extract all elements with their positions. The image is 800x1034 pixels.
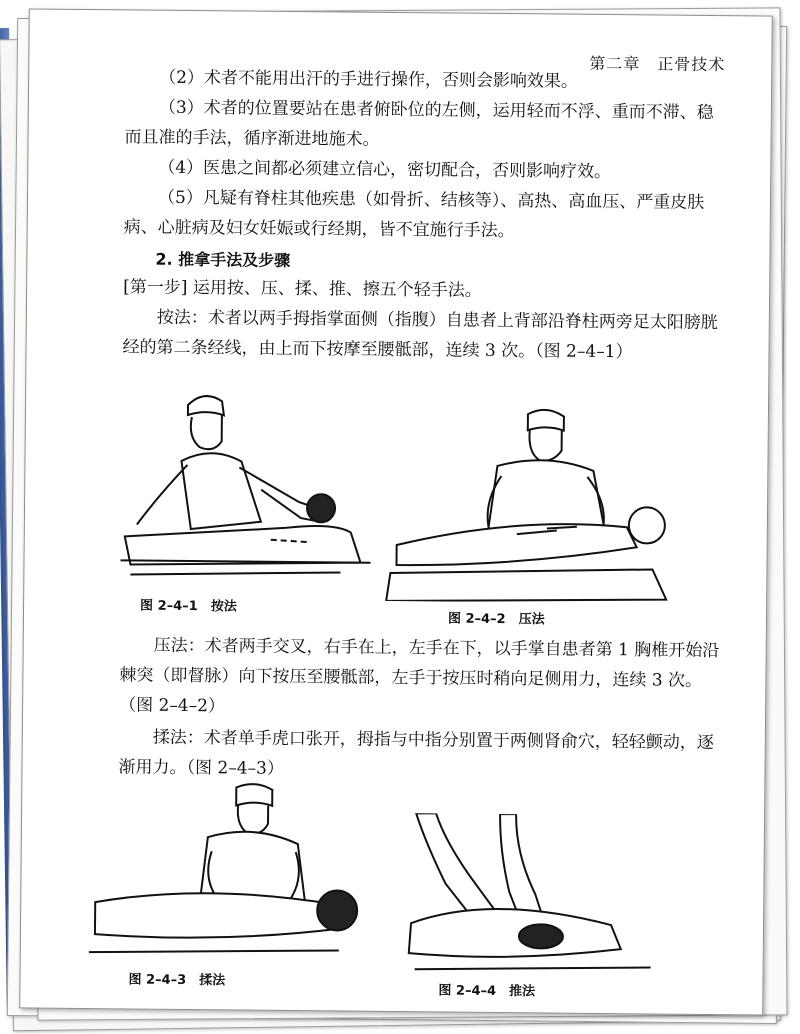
yafa-text: 压法：术者两手交叉，右手在上，左手在下，以手掌自患者第 1 胸椎开始沿棘突（即督脉）向下按压至腰骶部，左手于按压时稍向足侧用力，连续 3 次。（图 2–4–2） xyxy=(119,635,720,717)
anfa-text: 按法：术者以两手拇指掌面侧（指腹）自患者上背部沿脊柱两旁足太阳膀胱经的第二条经线，由上而下按摩至腰骶部，连续 3 次。（图 2–4–1） xyxy=(122,307,718,363)
figure-name: 揉法 xyxy=(199,973,226,989)
section-heading: 2. 推拿手法及步骤 xyxy=(155,249,291,270)
figure-2-4-4-caption xyxy=(438,979,535,999)
chapter-header: 第二章 正骨技术 xyxy=(589,53,726,75)
figure-name: 按法 xyxy=(210,599,237,615)
paragraph-p1: （2）术者不能用出汗的手进行操作，否则会影响效果。 xyxy=(159,67,579,92)
book-page xyxy=(19,8,773,1015)
paragraph-p2: （3）术者的位置要站在患者俯卧位的左侧，运用轻而不浮、重而不滞、稳而且准的手法，循序渐进地施术。 xyxy=(124,97,714,150)
figure-2-4-1-caption xyxy=(140,595,237,615)
figure-2-4-4-illustration xyxy=(404,813,656,985)
figure-label: 图 2–4–1 xyxy=(140,598,198,615)
figure-label: 图 2–4–3 xyxy=(128,972,187,989)
roufa-text: 揉法：术者单手虎口张开，拇指与中指分别置于两侧肾俞穴，轻轻颤动，逐渐用力。（图 2–4–3） xyxy=(118,727,714,779)
figure-name: 压法 xyxy=(518,612,545,628)
figure-name: 推法 xyxy=(509,984,536,1000)
figure-2-4-2-caption xyxy=(448,608,545,628)
paragraph-p4: （5）凡疑有脊柱其他疾患（如骨折、结核等）、高热、高血压、严重皮肤病、心脏病及妇女妊娠或行经期，皆不宜施行手法。 xyxy=(123,187,705,242)
paragraph-p3: （4）医患之间都必须建立信心，密切配合，否则影响疗效。 xyxy=(158,157,612,183)
figure-2-4-3-caption xyxy=(128,968,225,988)
step1-text: [第一步] 运用按、压、揉、推、擦五个轻手法。 xyxy=(123,277,482,301)
figure-label: 图 2–4–4 xyxy=(438,983,497,999)
figure-label: 图 2–4–2 xyxy=(447,611,506,628)
figure-2-4-1-illustration xyxy=(120,368,372,580)
figure-2-4-3-illustration xyxy=(89,780,361,973)
figure-2-4-2-illustration xyxy=(376,405,678,604)
